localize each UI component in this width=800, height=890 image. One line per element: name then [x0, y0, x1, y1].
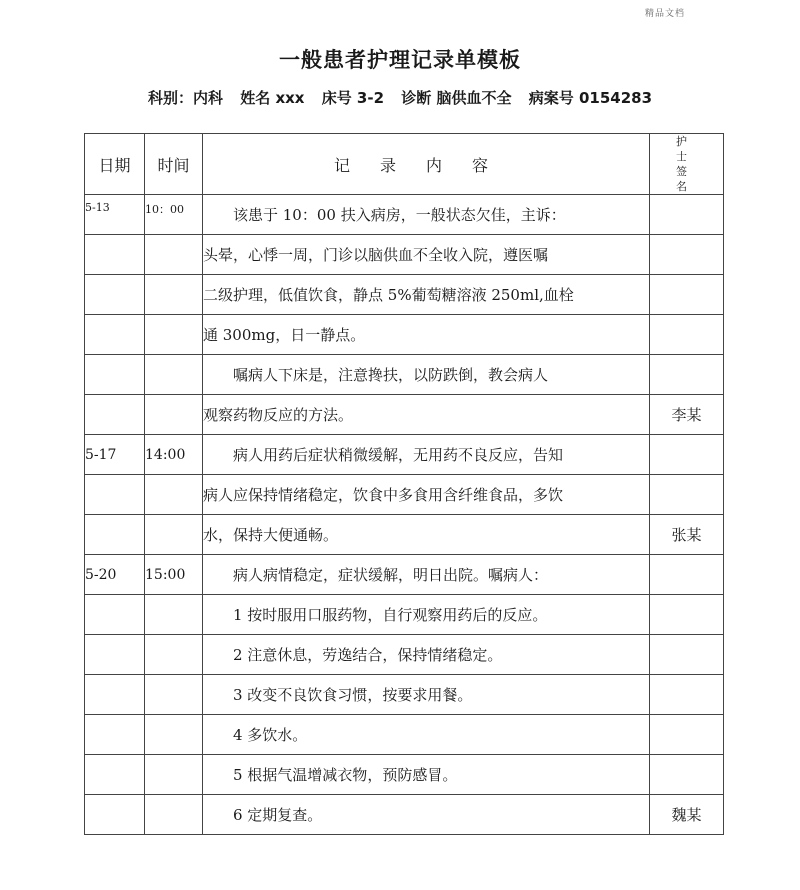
time-cell [145, 595, 203, 635]
table-row [85, 515, 724, 555]
signature-cell: 李某 [650, 395, 724, 435]
table-row [85, 395, 724, 435]
signature-cell [650, 715, 724, 755]
nursing-record-table [84, 133, 724, 835]
date-cell: 5-13 [85, 195, 145, 235]
date-cell: 5-17 [85, 435, 145, 475]
table-row [85, 355, 724, 395]
time-cell [145, 475, 203, 515]
time-cell [145, 755, 203, 795]
table-row [85, 675, 724, 715]
signature-cell [650, 555, 724, 595]
date-cell [85, 275, 145, 315]
table-header-row [85, 134, 724, 195]
signature-cell [650, 235, 724, 275]
content-cell: 嘱病人下床是，注意搀扶，以防跌倒，教会病人 [203, 355, 650, 395]
date-cell: 5-20 [85, 555, 145, 595]
watermark: 精品文档 [645, 9, 686, 19]
signature-cell [650, 595, 724, 635]
content-cell: 3 改变不良饮食习惯，按要求用餐。 [203, 675, 650, 715]
time-cell [145, 355, 203, 395]
time-cell [145, 315, 203, 355]
content-cell: 水，保持大便通畅。 [203, 515, 650, 555]
header-date: 日期 [85, 134, 145, 195]
signature-cell [650, 435, 724, 475]
date-cell [85, 515, 145, 555]
content-cell: 4 多饮水。 [203, 715, 650, 755]
date-cell [85, 595, 145, 635]
date-cell [85, 355, 145, 395]
time-cell [145, 675, 203, 715]
page-title: 一般患者护理记录单模板 [279, 48, 521, 72]
content-cell: 5 根据气温增减衣物，预防感冒。 [203, 755, 650, 795]
bed-field: 床号 3-2 [321, 89, 385, 107]
table-row [85, 235, 724, 275]
signature-cell [650, 635, 724, 675]
header-nurse-signature: 护士签名 [650, 134, 724, 195]
date-cell [85, 315, 145, 355]
table-row [85, 595, 724, 635]
department-field: 科别：内科 [147, 89, 223, 107]
content-cell: 二级护理，低值饮食，静点 5%葡萄糖溶液 250ml,血栓 [203, 275, 650, 315]
content-cell: 6 定期复查。 [203, 795, 650, 835]
time-cell [145, 635, 203, 675]
table-row [85, 315, 724, 355]
table-row [85, 795, 724, 835]
time-cell [145, 715, 203, 755]
date-cell [85, 675, 145, 715]
time-cell: 15:00 [145, 555, 203, 595]
date-cell [85, 795, 145, 835]
time-cell [145, 275, 203, 315]
table-row [85, 755, 724, 795]
signature-cell [650, 675, 724, 715]
date-cell [85, 235, 145, 275]
time-cell: 14:00 [145, 435, 203, 475]
signature-cell: 魏某 [650, 795, 724, 835]
signature-cell [650, 355, 724, 395]
content-cell: 病人病情稳定，症状缓解，明日出院。嘱病人： [203, 555, 650, 595]
content-cell: 2 注意休息，劳逸结合，保持情绪稳定。 [203, 635, 650, 675]
date-cell [85, 755, 145, 795]
signature-cell [650, 195, 724, 235]
name-field: 姓名 xxx [240, 89, 305, 107]
table-row [85, 635, 724, 675]
content-cell: 该患于 10：00 扶入病房，一般状态欠佳，主诉： [203, 195, 650, 235]
header-time: 时间 [145, 134, 203, 195]
patient-info [0, 87, 800, 108]
header-content: 记录内容 [203, 134, 650, 195]
time-cell: 10：00 [145, 195, 203, 235]
table-row [85, 275, 724, 315]
content-cell: 头晕，心悸一周，门诊以脑供血不全收入院，遵医嘱 [203, 235, 650, 275]
table-row [85, 195, 724, 235]
diagnosis-field: 诊断 脑供血不全 [401, 89, 512, 107]
table-body [85, 195, 724, 835]
time-cell [145, 235, 203, 275]
signature-cell [650, 755, 724, 795]
time-cell [145, 515, 203, 555]
table-row [85, 435, 724, 475]
time-cell [145, 795, 203, 835]
signature-cell [650, 275, 724, 315]
date-cell [85, 395, 145, 435]
content-cell: 1 按时服用口服药物，自行观察用药后的反应。 [203, 595, 650, 635]
content-cell: 病人用药后症状稍微缓解，无用药不良反应，告知 [203, 435, 650, 475]
signature-cell [650, 315, 724, 355]
table-row [85, 475, 724, 515]
signature-cell: 张某 [650, 515, 724, 555]
time-cell [145, 395, 203, 435]
content-cell: 观察药物反应的方法。 [203, 395, 650, 435]
table-row [85, 555, 724, 595]
record-number-field: 病案号 0154283 [528, 89, 653, 107]
date-cell [85, 715, 145, 755]
signature-cell [650, 475, 724, 515]
content-cell: 通 300mg，日一静点。 [203, 315, 650, 355]
content-cell: 病人应保持情绪稳定，饮食中多食用含纤维食品，多饮 [203, 475, 650, 515]
date-cell [85, 475, 145, 515]
date-cell [85, 635, 145, 675]
table-row [85, 715, 724, 755]
